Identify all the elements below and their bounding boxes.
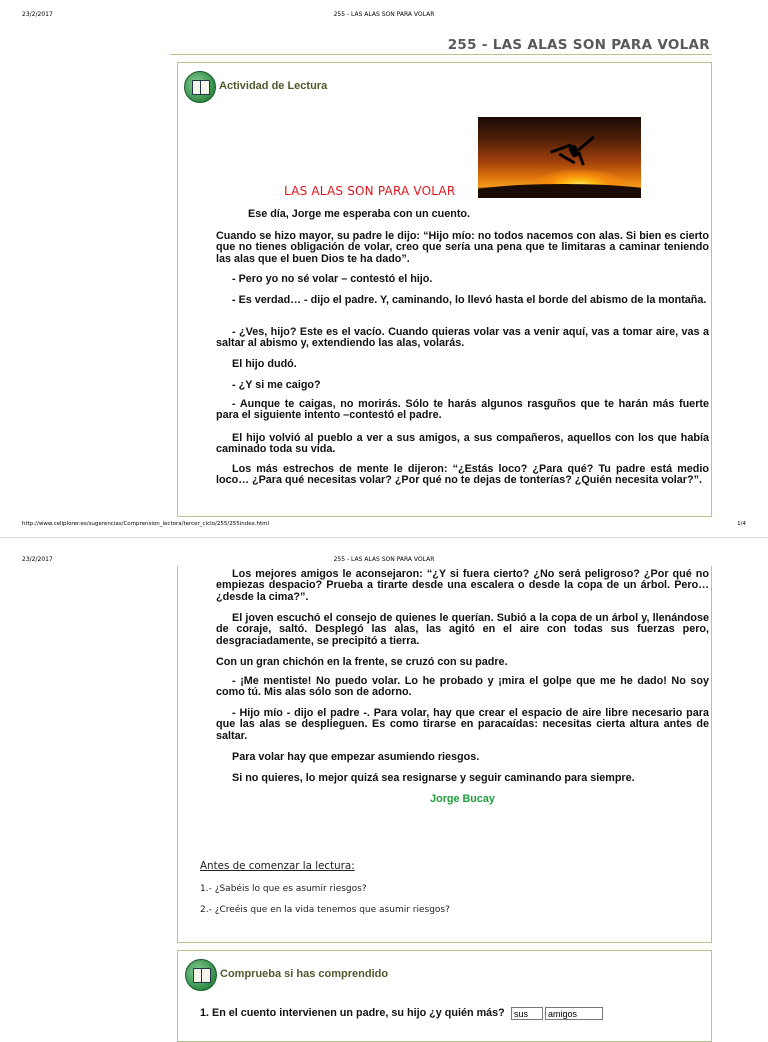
- page-title-bar: [170, 36, 712, 55]
- print-footer: [0, 519, 768, 533]
- paragraph: Con un gran chichón en la frente, se cruzó con su padre.: [216, 656, 508, 668]
- book-icon: [184, 71, 216, 103]
- print-title: 255 - LAS ALAS SON PARA VOLAR: [333, 11, 435, 18]
- answer-field-2[interactable]: amigos: [545, 1007, 603, 1020]
- paragraph: Los más estrechos de mente le dijeron: “¿Estás loco? ¿Para qué? Tu padre está medio loco… ¿Para qué necesitas volar? ¿Por qué no te dejas de tonterías? ¿Quién necesita volar?”.: [216, 463, 709, 487]
- story-title: LAS ALAS SON PARA VOLAR: [284, 184, 456, 198]
- print-url[interactable]: http://www.celiplorer.es/sugerencias/Comprension_lectora/tercer_ciclo/255/255index.html: [22, 521, 270, 527]
- pre-reading-question: 1.- ¿Sabéis lo que es asumir riesgos?: [200, 884, 367, 894]
- answer-field-1[interactable]: sus: [511, 1007, 543, 1020]
- print-date: 23/2/2017: [22, 11, 53, 18]
- paragraph: - ¡Me mentiste! No puedo volar. Lo he probado y ¡mira el golpe que me he dado! No soy como tú. Mis alas sólo son de adorno.: [216, 675, 709, 699]
- paragraph: - Pero yo no sé volar – contestó el hijo.: [232, 273, 433, 285]
- print-page-number: 1/4: [737, 521, 746, 527]
- print-header: [0, 544, 768, 564]
- page-title: 255 - LAS ALAS SON PARA VOLAR: [447, 37, 710, 53]
- paragraph: - Aunque te caigas, no morirás. Sólo te harás algunos rasguños que te harán más fuerte para el siguiente intento –contestó el padre.: [216, 398, 709, 422]
- author-name: Jorge Bucay: [430, 793, 495, 805]
- paragraph: - Hijo mío - dijo el padre -. Para volar, hay que crear el espacio de aire libre necesario para que las alas se desplieguen. Es como tirarse en paracaídas: necesitas cierta altura antes de saltar.: [216, 707, 709, 742]
- paragraph: Los mejores amigos le aconsejaron: “¿Y si fuera cierto? ¿No será peligroso? ¿Por qué no empiezas despacio? Prueba a tirarte desde una escalera o desde la copa de un árbol. Pero… ¿desde la cima?”.: [216, 568, 709, 603]
- section-title: Actividad de Lectura: [219, 80, 328, 92]
- print-title: 255 - LAS ALAS SON PARA VOLAR: [333, 556, 435, 563]
- paragraph: El hijo volvió al pueblo a ver a sus amigos, a sus compañeros, aquellos con los que había caminado toda su vida.: [216, 432, 709, 456]
- check-book-icon: [185, 959, 217, 991]
- print-date: 23/2/2017: [22, 556, 53, 563]
- paragraph: - ¿Ves, hijo? Este es el vacío. Cuando quieras volar vas a venir aquí, vas a tomar aire, vas a saltar al abismo y, extendiendo las alas, volarás.: [216, 326, 709, 350]
- paragraph: Para volar hay que empezar asumiendo riesgos.: [232, 751, 480, 763]
- paragraph: Ese día, Jorge me esperaba con un cuento.: [248, 208, 471, 220]
- page-separator: [0, 537, 768, 538]
- comprehension-title: Comprueba si has comprendido: [220, 968, 389, 980]
- question-1: 1. En el cuento intervienen un padre, su hijo ¿y quién más?: [200, 1007, 505, 1019]
- paragraph: Cuando se hizo mayor, su padre le dijo: “Hijo mío: no todos nacemos con alas. Si bien es cierto que no tienes obligación de volar, creo que sería una pena que te limitaras a caminar teniendo las alas que el buen Dios te ha dado”.: [216, 230, 709, 265]
- pre-reading-heading: Antes de comenzar la lectura:: [200, 860, 355, 872]
- paragraph: - Es verdad… - dijo el padre. Y, caminando, lo llevó hasta el borde del abismo de la montaña.: [232, 294, 707, 306]
- print-header: [0, 0, 768, 20]
- comprehension-box: [177, 950, 712, 1042]
- paragraph: El hijo dudó.: [232, 358, 297, 370]
- pre-reading-question: 2.- ¿Creéis que en la vida tenemos que asumir riesgos?: [200, 905, 450, 915]
- paragraph: El joven escuchó el consejo de quienes le querían. Subió a la copa de un árbol y, llenándose de coraje, saltó. Desplegó las alas, las agitó en el aire con todas sus fuerzas pero, desgraciadamente, se precipitó a tierra.: [216, 612, 709, 647]
- paragraph: Si no quieres, lo mejor quizá sea resignarse y seguir caminando para siempre.: [232, 772, 635, 784]
- sunset-jump-image: [478, 117, 641, 198]
- paragraph: - ¿Y si me caigo?: [232, 379, 321, 391]
